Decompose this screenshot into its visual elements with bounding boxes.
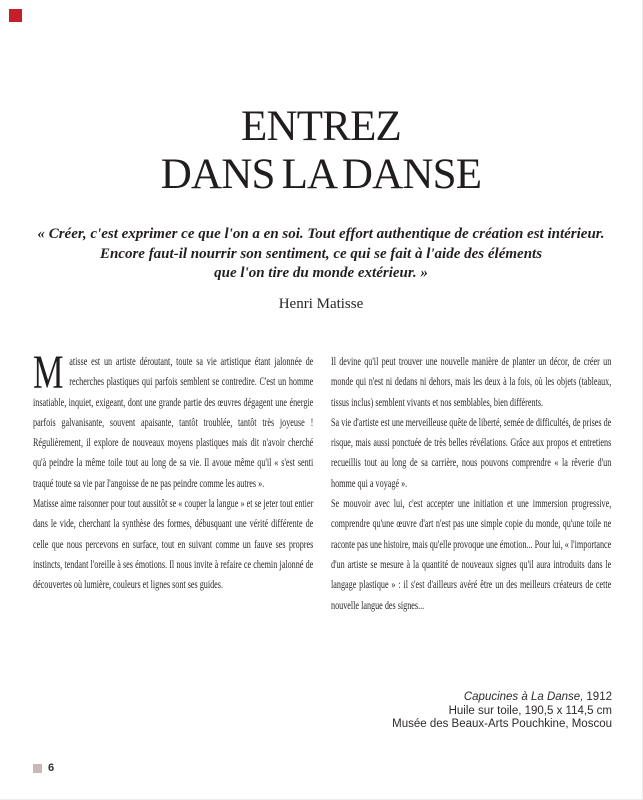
paragraph: Matisse aime raisonner pour tout aussitôt se « couper la langue » et se jeter tout entier dans le vide, cherchant la synthèse des formes, débusquant une vérité différente de celle que nous percevons en surface, tout en suivant comme un fauve ses propres instincts, tendant l'oreille à ses émotions. Il nous invite à refaire ce chemin jalonné de découvertes où lumière, couleurs et lignes sont ses guides. bbox=[33, 498, 314, 592]
folio-accent-square bbox=[33, 764, 42, 773]
page-title bbox=[0, 103, 642, 199]
quote-line-3: que l'on tire du monde extérieur. » bbox=[214, 265, 428, 281]
article-column-right bbox=[331, 352, 611, 616]
page-title-line-2: DANS LA DANSE bbox=[160, 151, 482, 198]
artwork-museum: Musée des Beaux-Arts Pouchkine, Moscou bbox=[392, 718, 612, 730]
paragraph: Il devine qu'il peut trouver une nouvelle manière de planter un décor, de créer un monde qui n'est ni dedans ni dehors, mais les deux à la fois, où les objets (tableaux, tissus inclus) semblent vivants et nos semblables, bien différents. bbox=[331, 356, 612, 409]
paragraph-text: atisse est un artiste déroutant, toute sa vie artistique étant jalonnée de recherches plastiques qui parfois semblent se contredire. C'est un homme insatiable, inquiet, exigeant, dont une grande partie des œuvres dégagent une énergie parfois galvanisante, souvent apaisante, tantôt troublée, tantôt très joyeuse ! Régulièrement, il explore de nouveaux moyens plastiques mais dit n'avoir cherché qu'à peindre la même toile tout au long de sa vie. Il avoue même qu'il « s'est senti traqué toute sa vie par l'angoisse de ne pas peindre comme les autres ». bbox=[33, 356, 314, 490]
paragraph bbox=[33, 346, 314, 494]
epigraph-quote bbox=[0, 225, 642, 284]
quote-attribution: Henri Matisse bbox=[278, 296, 364, 312]
article-column-left bbox=[33, 346, 314, 596]
quote-line-1: « Créer, c'est exprimer ce que l'on a en soi. Tout effort authentique de création est intérieur. bbox=[37, 226, 605, 242]
artwork-title: Capucines à La Danse, bbox=[463, 691, 584, 703]
page-footer bbox=[33, 762, 54, 774]
paragraph: Se mouvoir avec lui, c'est accepter une initiation et une immersion progressive, comprendre qu'une œuvre d'art n'est pas une simple copie du monde, qu'une toile ne raconte pas une histoire, mais qu'elle provoque une émotion... Pour lui, « l'importance d'un artiste se mesure à la quantité de nouveaux signes qu'il aura introduits dans le langage plastique » : il s'est d'ailleurs avéré être un des meilleurs créateurs de cette nouvelle langue des signes... bbox=[331, 498, 612, 612]
artwork-year: 1912 bbox=[586, 691, 612, 703]
artwork-caption bbox=[392, 691, 612, 732]
artwork-medium: Huile sur toile, 190,5 x 114,5 cm bbox=[448, 704, 612, 717]
artwork-title-line bbox=[392, 691, 612, 705]
page-title-line-1: ENTREZ bbox=[241, 103, 401, 150]
drop-cap: M bbox=[33, 346, 64, 399]
paragraph: Sa vie d'artiste est une merveilleuse quête de liberté, semée de difficultés, de prises de risque, mais aussi ponctuée de très belles révélations. Grâce aux propos et entretiens recueillis tout au long de sa carrière, nous pouvons comprendre « la rêverie d'un homme qui a voyagé ». bbox=[331, 416, 612, 490]
corner-accent-square bbox=[9, 9, 22, 22]
quote-line-2: Encore faut-il nourrir son sentiment, ce qui se fait à l'aide des éléments bbox=[99, 245, 543, 262]
page-number: 6 bbox=[48, 762, 55, 774]
